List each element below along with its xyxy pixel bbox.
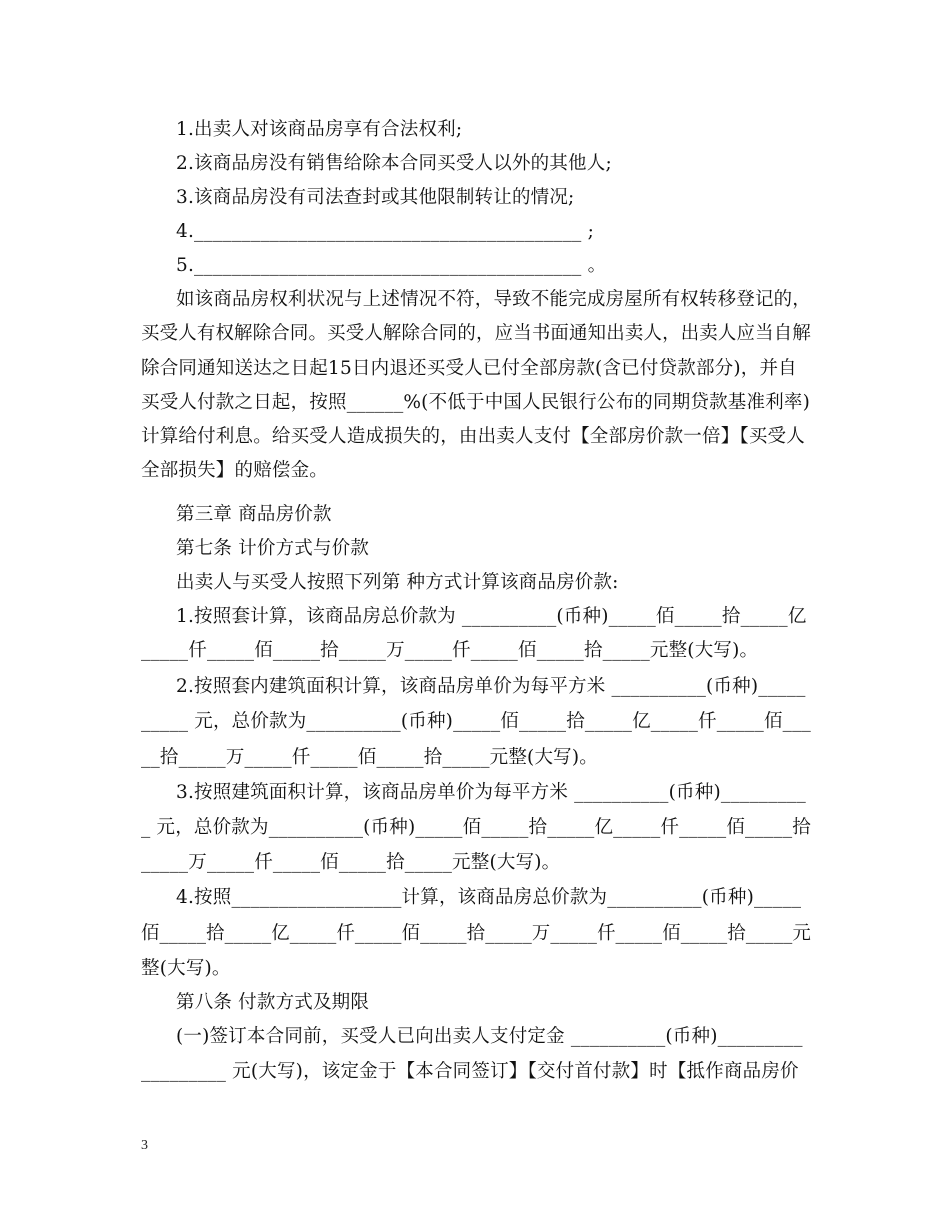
paragraph-line: _________ 元(大写)，该定金于【本合同签订】【交付首付款】时【抵作商品房价 <box>141 1061 799 1082</box>
paragraph-line: 1.按照套计算，该商品房总价款为 __________(币种)_____佰_____拾_____亿 <box>176 606 807 627</box>
paragraph-line: 出卖人与买受人按照下列第 种方式计算该商品房价款: <box>176 572 619 593</box>
clause-line: 4._________________________________________ ; <box>176 221 595 242</box>
paragraph-line: 买受人有权解除合同。买受人解除合同的，应当书面通知出卖人，出卖人应当自解 <box>141 323 811 344</box>
clause-line: 2.该商品房没有销售给除本合同买受人以外的其他人; <box>176 153 612 174</box>
paragraph-line: __拾_____万_____仟_____佰_____拾_____元整(大写)。 <box>141 747 598 768</box>
paragraph-line: 佰_____拾_____亿_____仟_____佰_____拾_____万_____仟_____佰_____拾_____元 <box>141 923 811 944</box>
paragraph-line: (一)签订本合同前，买受人已向出卖人支付定金 __________(币种)_________ <box>176 1026 803 1047</box>
paragraph-line: 买受人付款之日起，按照______%(不低于中国人民银行公布的同期贷款基准利率) <box>141 392 811 413</box>
paragraph-line: 计算给付利息。给买受人造成损失的，由出卖人支付【全部房价款一倍】【买受人 <box>141 426 805 447</box>
paragraph-line: _____万_____仟_____佰_____拾_____元整(大写)。 <box>141 852 561 873</box>
paragraph-line: 2.按照套内建筑面积计算，该商品房单价为每平方米 __________(币种)_____ <box>176 676 806 697</box>
clause-line: 3.该商品房没有司法查封或其他限制转让的情况; <box>176 187 575 208</box>
paragraph-line: _ 元，总价款为__________(币种)_____佰_____拾_____亿_____仟_____佰_____拾 <box>141 817 811 838</box>
chapter-heading: 第三章 商品房价款 <box>176 504 332 525</box>
paragraph-line: 全部损失】的赔偿金。 <box>141 460 329 481</box>
page-number: 3 <box>141 1138 148 1153</box>
paragraph-line: 如该商品房权利状况与上述情况不符，导致不能完成房屋所有权转移登记的， <box>176 289 811 310</box>
paragraph-line: 整(大写)。 <box>141 958 231 979</box>
clause-line: 5._________________________________________ 。 <box>176 255 607 276</box>
article-heading: 第八条 付款方式及期限 <box>176 992 370 1013</box>
paragraph-line: _____ 元，总价款为__________(币种)_____佰_____拾_____亿_____仟_____佰___ <box>141 711 811 732</box>
paragraph-line: 4.按照__________________计算，该商品房总价款为__________(币种)_____ <box>176 887 802 908</box>
article-heading: 第七条 计价方式与价款 <box>176 538 370 559</box>
paragraph-line: 3.按照建筑面积计算，该商品房单价为每平方米 __________(币种)_________ <box>176 782 806 803</box>
paragraph-line: 除合同通知送达之日起15日内退还买受人已付全部房款(含已付贷款部分)，并自 <box>141 358 797 379</box>
paragraph-line: _____仟_____佰_____拾_____万_____仟_____佰_____拾_____元整(大写)。 <box>141 640 759 661</box>
clause-line: 1.出卖人对该商品房享有合法权利; <box>176 119 463 140</box>
